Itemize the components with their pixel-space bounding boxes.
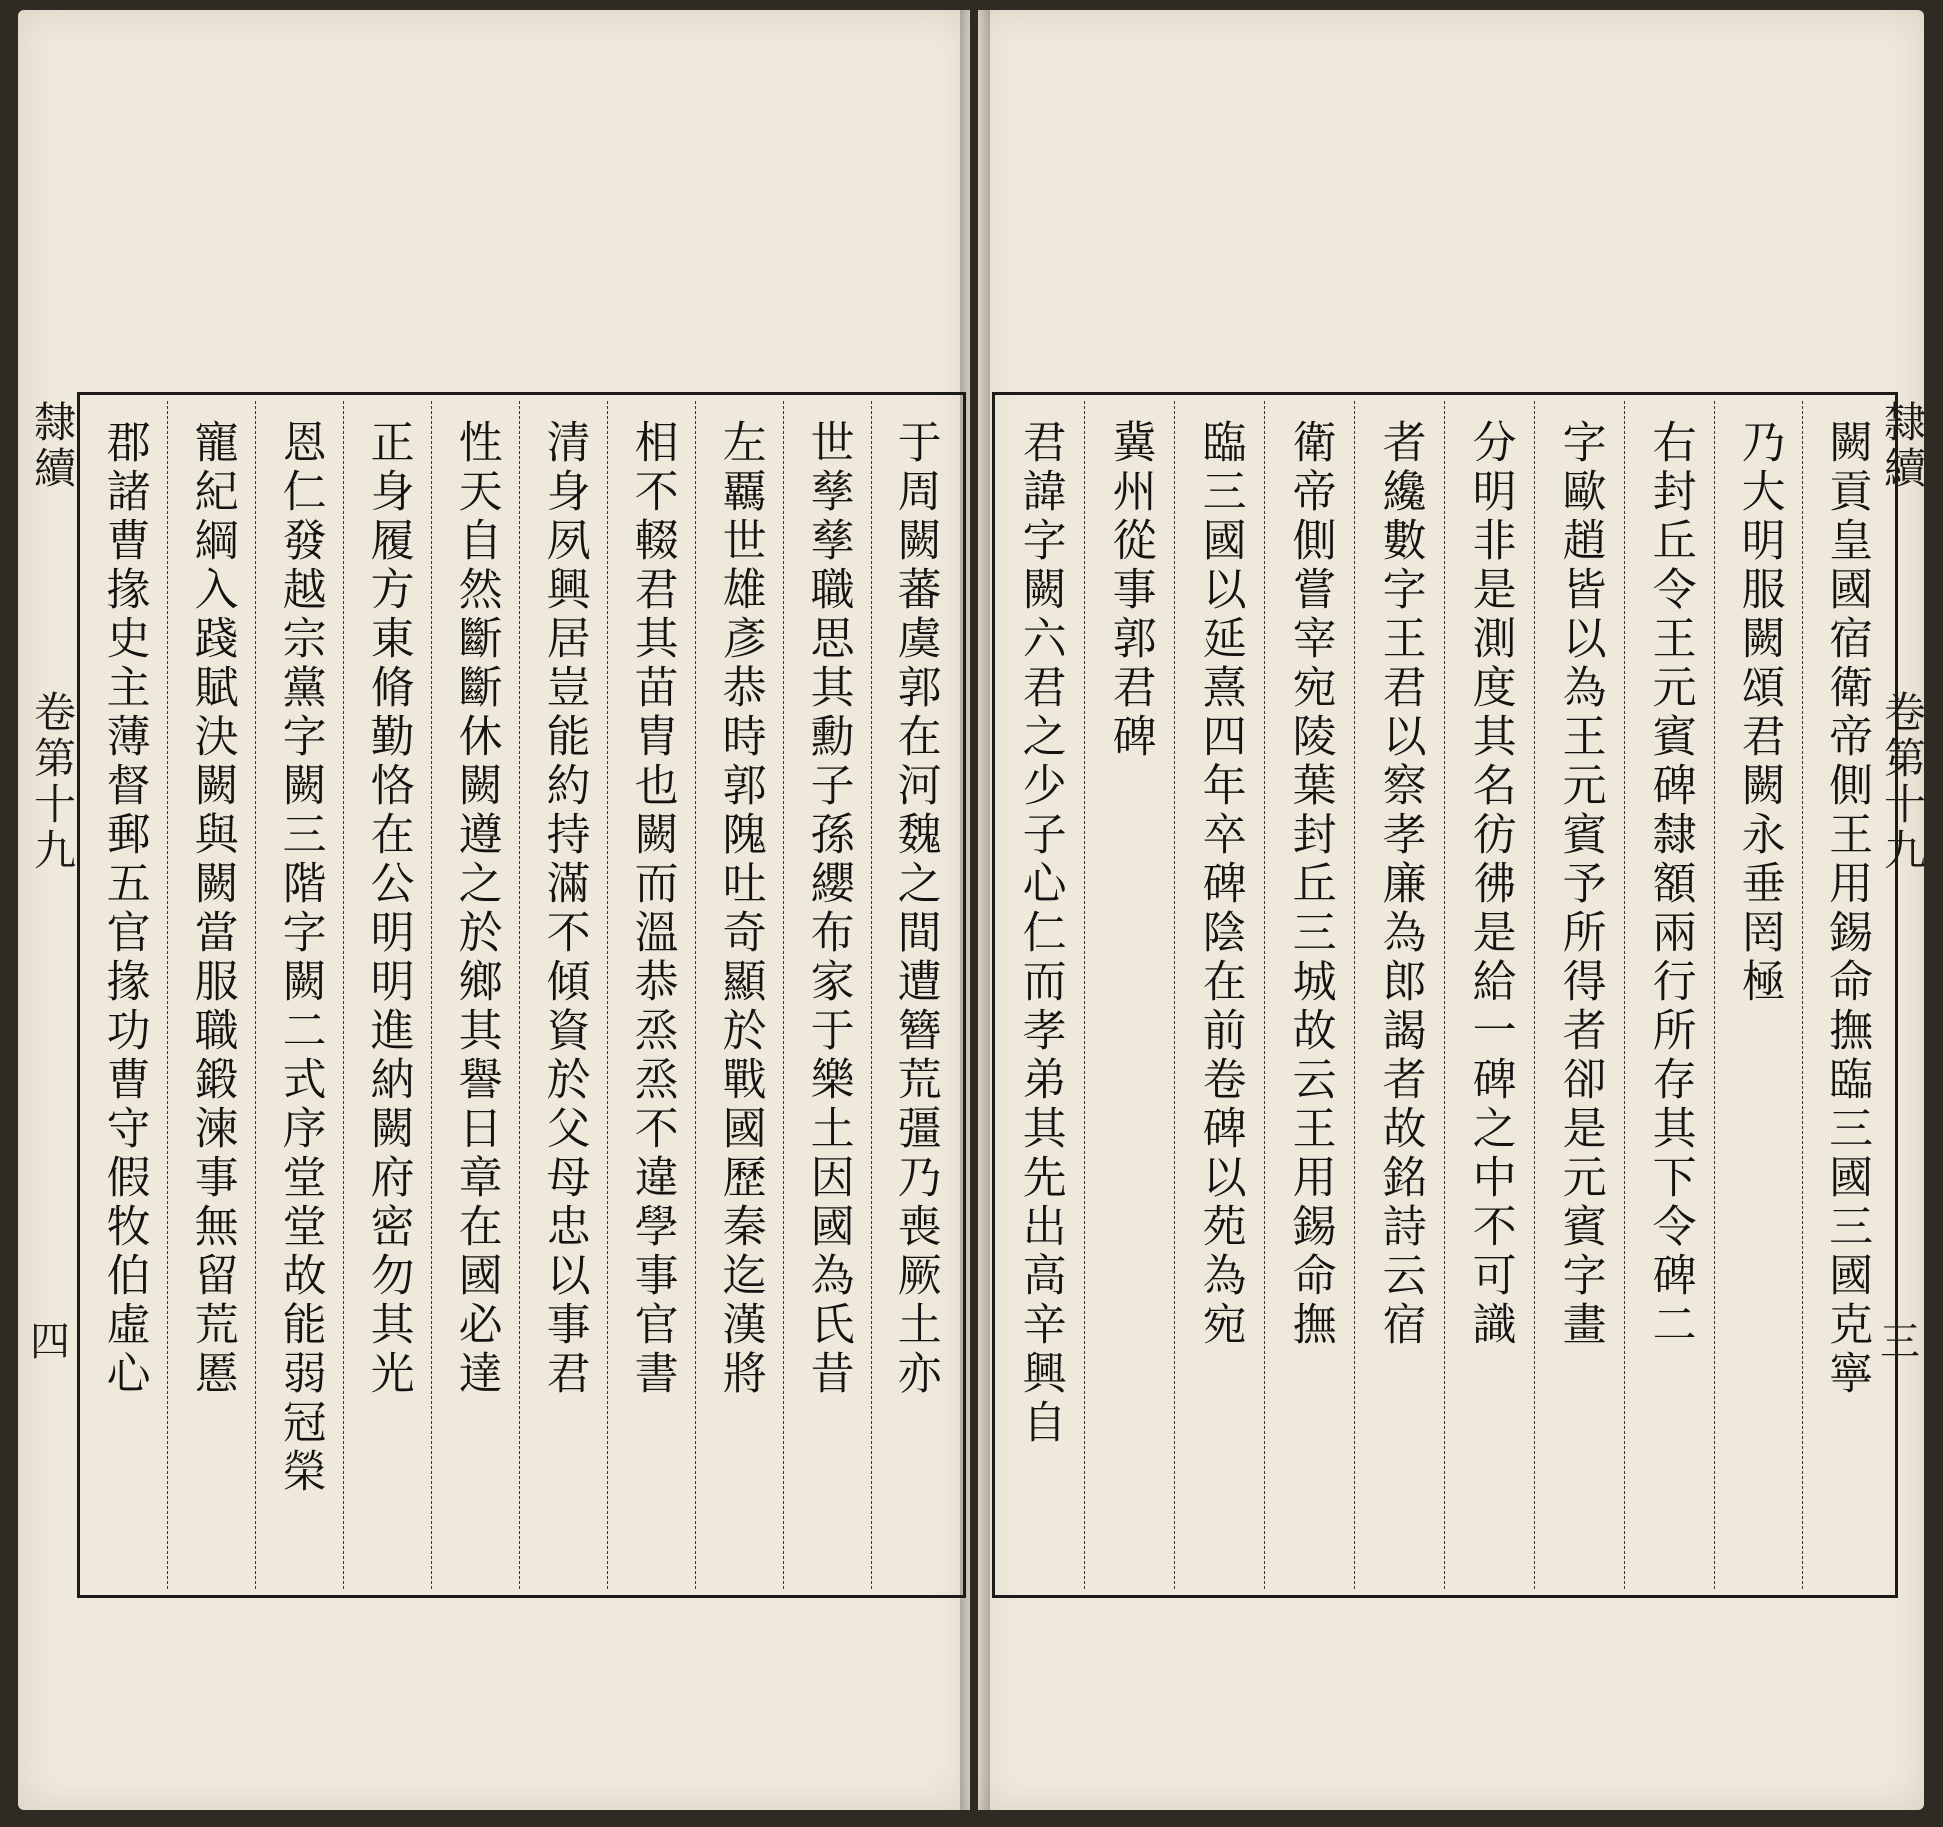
column-text: 右封丘令王元賓碑隸額兩行所存其下令碑二	[1644, 419, 1696, 1350]
left-text-frame	[77, 392, 966, 1598]
left-column-1	[80, 401, 168, 1589]
left-column-2	[168, 401, 256, 1589]
column-text: 衛帝側嘗宰宛陵葉封丘三城故云王用錫命撫	[1284, 419, 1336, 1350]
left-banner-volume: 卷第十九	[28, 690, 77, 874]
column-text: 冀州從事郭君碑	[1104, 419, 1156, 762]
left-banner-title: 隸續	[28, 400, 77, 492]
right-banner-title: 隸續	[1878, 400, 1927, 492]
left-column-6	[520, 401, 608, 1589]
right-column-3	[1625, 401, 1715, 1589]
right-column-4	[1535, 401, 1625, 1589]
left-column-8	[696, 401, 784, 1589]
column-text: 恩仁發越宗黨字闕三階字闕二式序堂堂故能弱冠榮	[274, 419, 326, 1497]
left-page-number: 四	[30, 1319, 70, 1365]
left-column-3	[256, 401, 344, 1589]
right-page-number: 三	[1880, 1319, 1920, 1365]
column-text: 君諱字闕六君之少子心仁而孝弟其先出高辛興自	[1014, 419, 1066, 1448]
left-column-4	[344, 401, 432, 1589]
column-text: 寵紀綱入踐賦決闕與闕當服職鍛湅事無留荒慝	[186, 419, 238, 1399]
right-column-1	[1803, 401, 1889, 1589]
column-text: 正身履方東脩勤恪在公明明進納闕府密勿其光	[362, 419, 414, 1399]
column-text: 字歐趙皆以為王元賓予所得者卻是元賓字畫	[1554, 419, 1606, 1350]
column-text: 相不輟君其苗胄也闕而溫恭烝烝不違學事官書	[626, 419, 678, 1399]
column-text: 性天自然斷斷休闕遵之於鄉其譽日章在國必達	[450, 419, 502, 1399]
column-text: 者纔數字王君以察孝廉為郎謁者故銘詩云宿	[1374, 419, 1426, 1350]
column-text: 郡諸曹掾史主薄督郵五官掾功曹守假牧伯虛心	[98, 419, 150, 1399]
left-column-7	[608, 401, 696, 1589]
right-column-9	[1085, 401, 1175, 1589]
right-column-6	[1355, 401, 1445, 1589]
column-text: 乃大明服闕頌君闕永垂罔極	[1733, 419, 1785, 1007]
left-column-5	[432, 401, 520, 1589]
column-text: 于周闕蕃虞郭在河魏之間遭簪荒彊乃喪厥土亦	[889, 419, 941, 1399]
right-column-10	[995, 401, 1085, 1589]
left-column-9	[784, 401, 872, 1589]
column-text: 分明非是測度其名彷彿是給一碑之中不可識	[1464, 419, 1516, 1350]
right-text-frame	[992, 392, 1898, 1598]
right-column-5	[1445, 401, 1535, 1589]
column-text: 世孳孳職思其勳子孫纓布家于樂土因國為氏昔	[802, 419, 854, 1399]
column-text: 闕貢皇國宿衛帝側王用錫命撫臨三國三國克寧	[1821, 419, 1873, 1399]
column-text: 左覊世雄彥恭時郭隗吐奇顯於戰國歷秦迄漢將	[714, 419, 766, 1399]
right-column-2	[1715, 401, 1803, 1589]
right-column-7	[1265, 401, 1355, 1589]
right-column-8	[1175, 401, 1265, 1589]
column-text: 臨三國以延熹四年卒碑陰在前卷碑以苑為宛	[1194, 419, 1246, 1350]
left-column-10	[872, 401, 957, 1589]
column-text: 清身夙興居豈能約持滿不傾資於父母忠以事君	[538, 419, 590, 1399]
right-banner-volume: 卷第十九	[1878, 690, 1927, 874]
